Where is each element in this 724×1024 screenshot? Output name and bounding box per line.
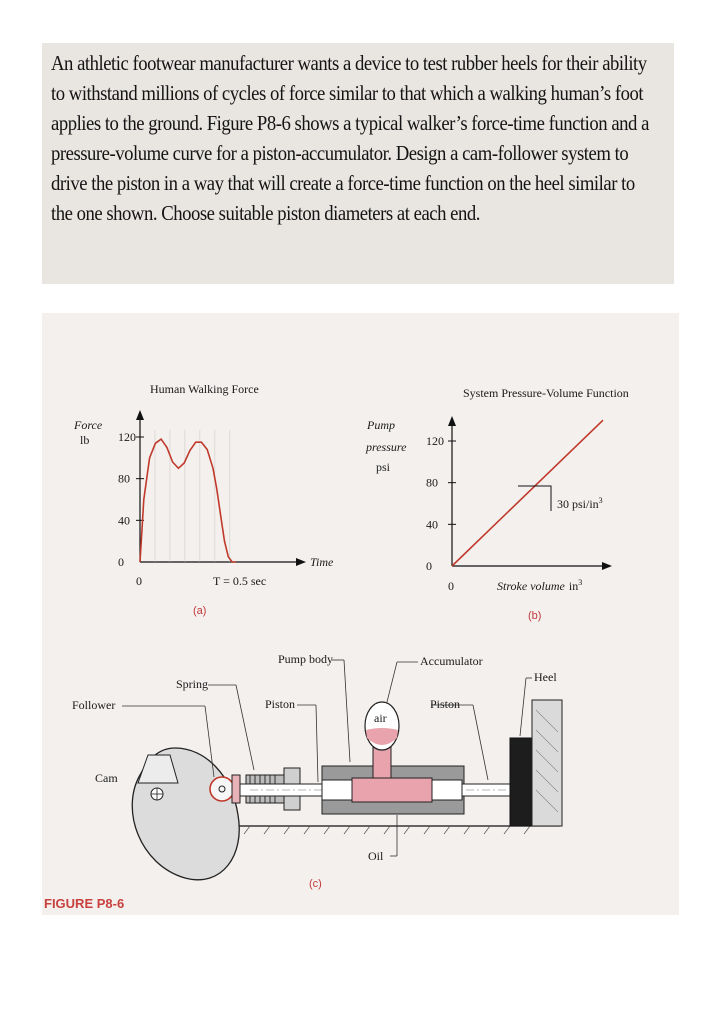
problem-line-6: the one shown. Choose suitable piston diameters at each end.: [51, 201, 480, 225]
follower-roller: [210, 777, 234, 801]
y-tick-label: 80: [426, 475, 438, 490]
label-air: air: [374, 711, 387, 725]
panel-b-ylabel-pump: Pump: [367, 418, 395, 432]
ground-hatch: [244, 826, 530, 834]
y-tick-label: 40: [118, 513, 130, 528]
panel-a-xlabel-time: Time: [310, 555, 334, 569]
right-piston-head: [432, 780, 462, 800]
panel-b-title: System Pressure-Volume Function: [463, 386, 629, 400]
y-tick-label: 120: [426, 434, 444, 448]
panel-a-grid: [155, 430, 230, 562]
panel-a: [73, 382, 334, 617]
heel: [510, 738, 532, 826]
label-piston-right: Piston: [430, 697, 461, 711]
label-spring: Spring: [176, 677, 209, 691]
panel-b-ylabel-psi: psi: [376, 460, 391, 474]
label-oil: Oil: [368, 849, 384, 863]
panel-a-force-curve: [140, 439, 236, 562]
figure-label: FIGURE P8-6: [44, 896, 125, 911]
left-piston: [322, 780, 352, 800]
panel-b-slope-label: 30 psi/$in^3$: [557, 496, 603, 511]
label-heel: Heel: [534, 670, 557, 684]
panel-b-ylabel-pressure: pressure: [366, 440, 407, 454]
y-tick-label: 80: [118, 471, 130, 486]
panel-a-x-origin: 0: [136, 574, 142, 588]
label-cam: Cam: [95, 771, 118, 785]
panel-a-ylabel-force: Force: [74, 418, 103, 432]
panel-a-title: Human Walking Force: [150, 382, 259, 396]
panel-a-x-arrow-icon: [296, 558, 306, 566]
panel-a-y-arrow-icon: [136, 410, 144, 420]
problem-line-3: applies to the ground. Figure P8-6 shows a typical walker’s force-time function and a: [51, 111, 649, 135]
panel-b-xlabel: Stroke volume $in^3$: [497, 578, 583, 593]
panel-b-pressure-line: [452, 420, 603, 566]
panel-a-caption: (a): [193, 605, 207, 617]
panel-a-t-label: T = 0.5 sec: [213, 574, 267, 588]
panel-c: [72, 652, 562, 890]
y-tick-label: 0: [118, 555, 124, 569]
panel-b-y-arrow-icon: [448, 416, 456, 426]
label-pump-body: Pump body: [278, 652, 334, 666]
heel-support: [532, 700, 562, 826]
panel-b-x-origin: 0: [448, 579, 454, 593]
panel-b-caption: (b): [528, 610, 542, 622]
label-follower: Follower: [72, 698, 116, 712]
panel-b-x-arrow-icon: [602, 562, 612, 570]
problem-line-2: to withstand millions of cycles of force similar to that which a walking human’s foot: [51, 81, 644, 105]
y-tick-label: 120: [118, 430, 136, 444]
problem-line-5: drive the piston in a way that will create a force-time function on the heel similar to: [51, 171, 635, 195]
y-tick-label: 0: [426, 559, 432, 573]
panel-a-ylabel-lb: lb: [80, 433, 90, 447]
problem-line-4: pressure-volume curve for a piston-accumulator. Design a cam-follower system to: [51, 141, 629, 165]
problem-line-1: An athletic footwear manufacturer wants a device to test rubber heels for their ability: [51, 51, 647, 75]
panel-c-caption: (c): [309, 878, 322, 890]
pump-chamber-oil: [352, 778, 432, 802]
follower-yoke: [232, 775, 240, 803]
label-accumulator: Accumulator: [420, 654, 483, 668]
label-piston-left: Piston: [265, 697, 296, 711]
panel-b: [365, 386, 629, 622]
y-tick-label: 40: [426, 517, 438, 532]
